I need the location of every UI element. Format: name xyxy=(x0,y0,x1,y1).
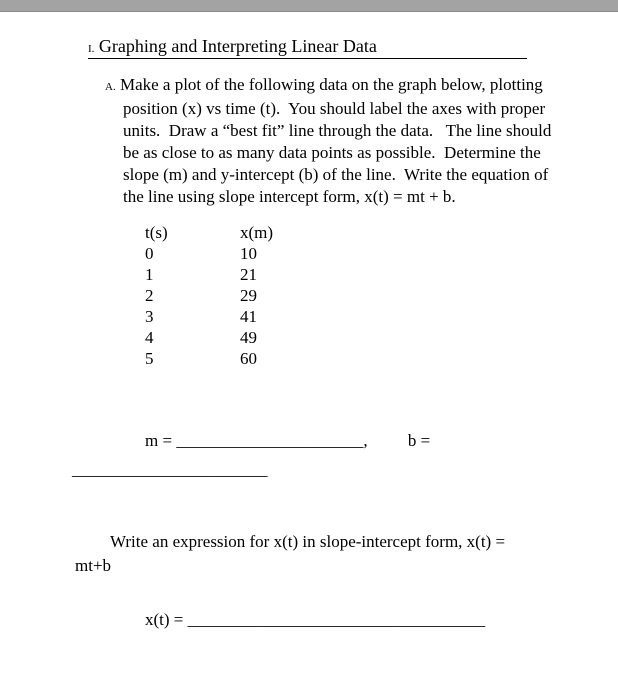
t-cell: 3 xyxy=(145,307,154,326)
section-heading-underline xyxy=(88,36,527,59)
instruction-paragraph xyxy=(105,74,560,208)
x-cell: 49 xyxy=(240,328,257,347)
table-row xyxy=(145,243,618,264)
item-letter: A. xyxy=(105,81,116,93)
section-heading xyxy=(88,36,618,59)
t-cell: 5 xyxy=(145,349,154,368)
t-cell: 0 xyxy=(145,244,154,263)
equation-blank: ___________________________________ xyxy=(187,610,486,629)
slope-label: m = xyxy=(145,431,173,450)
x-cell: 60 xyxy=(240,349,257,368)
x-column-header: x(m) xyxy=(240,223,274,242)
x-cell: 41 xyxy=(240,307,257,326)
table-row xyxy=(145,327,618,348)
section-title: Graphing and Interpreting Linear Data xyxy=(98,36,377,56)
x-cell: 29 xyxy=(240,286,257,305)
data-table xyxy=(145,222,618,369)
table-header-row xyxy=(145,222,618,243)
section-number: I. xyxy=(88,43,95,55)
t-cell: 2 xyxy=(145,286,154,305)
comma: , xyxy=(363,431,368,450)
equation-answer-line xyxy=(145,610,618,630)
expression-prompt xyxy=(75,530,563,578)
expression-prompt-line2: mt+b xyxy=(75,556,112,575)
page-top-border xyxy=(0,0,618,12)
equation-label: x(t) = xyxy=(145,610,184,629)
intercept-blank: _______________________ xyxy=(72,460,268,479)
expression-prompt-line1: Write an expression for x(t) in slope-intercept form, x(t) = xyxy=(110,532,506,551)
t-column-header: t(s) xyxy=(145,223,168,242)
slope-blank: ______________________ xyxy=(176,431,364,450)
t-cell: 1 xyxy=(145,265,154,284)
x-cell: 21 xyxy=(240,265,257,284)
slope-intercept-answer-line xyxy=(145,431,618,451)
t-cell: 4 xyxy=(145,328,154,347)
table-row xyxy=(145,348,618,369)
table-row xyxy=(145,264,618,285)
intercept-label: b = xyxy=(407,431,431,450)
table-row xyxy=(145,306,618,327)
table-row xyxy=(145,285,618,306)
x-cell: 10 xyxy=(240,244,257,263)
instruction-text: Make a plot of the following data on the graph below, plotting position (x) vs time (t). You should label the axes with proper units. Draw a “best fit” line through the data. The line should be as close to as many data points as possible. Determine the slope (m) and y-intercept (b) of the line. Write the equation of the line using slope intercept form, x(t) = mt + b. xyxy=(119,75,556,206)
